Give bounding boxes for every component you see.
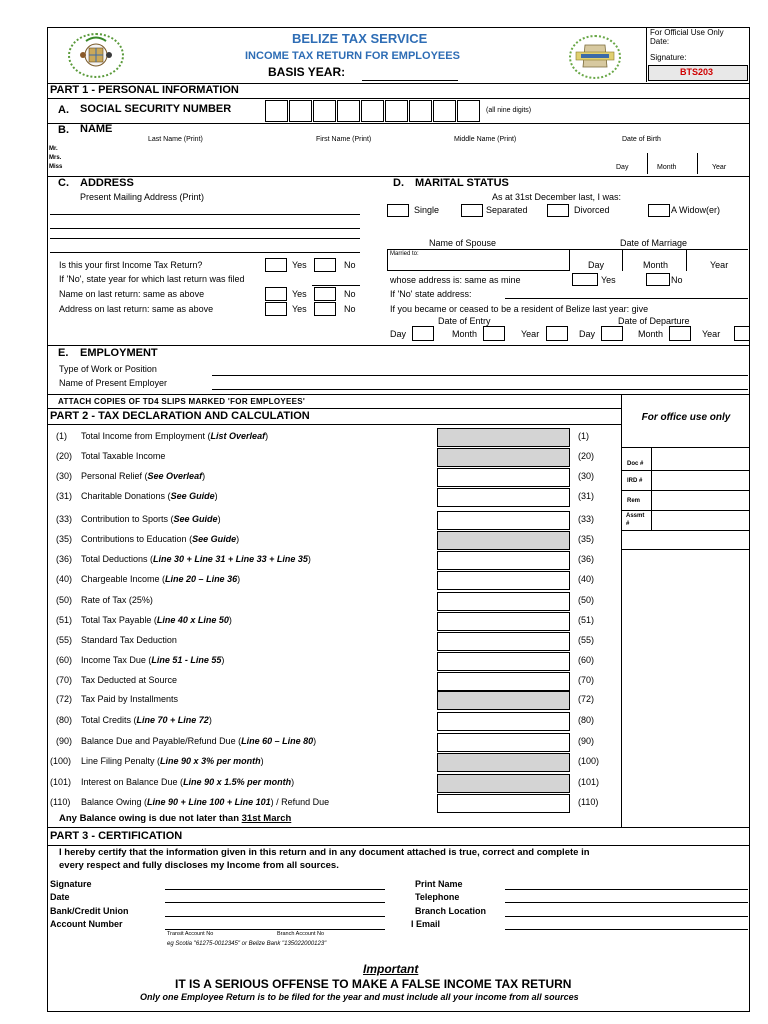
same-address-yes-box[interactable] [265,302,287,316]
e-letter: E. [58,347,69,359]
calc-line-suffix: ) [237,574,241,584]
calc-line-number: (80) [56,715,73,725]
ssn-digit-8[interactable] [433,100,456,122]
date-label: Date [50,892,70,902]
work-type-label: Type of Work or Position [59,364,157,374]
middle-name-col: Middle Name (Print) [454,136,517,143]
calc-line-reference: List Overleaf [210,431,266,441]
divider [47,394,750,395]
calc-line-number: (50) [56,595,73,605]
calc-line-number: (100) [50,756,72,766]
basis-year-input[interactable] [362,80,458,81]
calc-line-number: (31) [56,491,73,501]
marriage-day: Day [588,260,605,270]
calc-line-number: (30) [56,471,73,481]
dob-year: Year [712,164,727,171]
calc-line-number: (90) [56,736,73,746]
ssn-digit-2[interactable] [289,100,312,122]
calc-line-description [81,756,264,766]
spouse-address-yes: Yes [601,275,616,285]
ssn-digit-6[interactable] [385,100,408,122]
office-ird-label: IRD # [627,478,643,484]
calc-line-description [81,615,232,625]
spouse-address-question: whose address is: same as mine [390,275,521,285]
calc-line-text: Income Tax Due ( [81,655,152,665]
entry-month: Month [452,329,478,339]
due-note-date: 31st March [241,813,292,824]
marriage-date-label: Date of Marriage [620,238,688,248]
title-miss[interactable]: Miss [49,164,63,170]
entry-date-label: Date of Entry [438,316,491,326]
belize-coat-of-arms-icon [68,33,124,78]
dob-day: Day [616,164,629,171]
calc-line-ref-number: (50) [578,595,595,605]
calc-line-text: Total Income from Employment ( [81,431,211,441]
calc-line-suffix: ) [236,534,240,544]
divorced-label: Divorced [574,205,610,215]
calc-line-reference: Line 40 x Line 50 [156,615,229,625]
calc-line-ref-number: (110) [578,797,599,807]
due-note [59,813,291,824]
same-address-yes: Yes [292,304,307,314]
marriage-year: Year [710,260,729,270]
calc-line-text: Line Filing Penalty ( [81,756,161,766]
email-label-text: Email [416,919,441,929]
residency-question: If you became or ceased to be a resident of Belize last year: give [390,304,649,314]
calc-line-text: Tax Paid by Installments [81,694,179,704]
calc-line-description [81,514,221,524]
basis-year-label: BASIS YEAR: [268,65,346,79]
calc-line-text: Interest on Balance Due ( [81,777,184,787]
branch-account-input[interactable] [275,929,385,930]
calc-line-amount-input[interactable] [437,733,570,752]
calc-line-suffix: ) [291,777,295,787]
calc-line-ref-number: (40) [578,574,595,584]
official-date-label: Date: [650,37,670,46]
first-name-col: First Name (Print) [316,136,372,143]
spouse-address-input[interactable] [505,298,748,299]
calc-line-reference: See Guide [170,491,215,501]
part1-title: PART 1 - PERSONAL INFORMATION [50,84,239,96]
a-letter: A. [58,104,69,116]
calc-line-ref-number: (1) [578,431,589,441]
ssn-digit-3[interactable] [313,100,336,122]
official-signature-label: Signature: [650,53,687,62]
departure-day-box[interactable] [601,326,623,341]
calc-line-number: (33) [56,514,73,524]
calc-line-reference: See Overleaf [147,471,203,481]
employer-input[interactable] [212,389,748,390]
due-note-text: Any Balance owing is due not later than [59,813,242,824]
tax-service-logo-graphic [571,37,619,77]
calc-line-amount-input[interactable] [437,672,570,691]
separated-box[interactable] [461,204,483,217]
marital-as-at: As at 31st December last, I was: [492,192,622,202]
office-use-label: For office use only [641,412,731,423]
calc-line-ref-number: (100) [578,756,600,766]
ssn-note: (all nine digits) [486,107,532,114]
calc-line-description [81,451,165,461]
email-label: I Email [411,919,441,929]
divider [622,249,623,271]
same-name-no: No [344,289,356,299]
calc-line-ref-number: (60) [578,655,595,665]
attach-td4-note: ATTACH COPIES OF TD4 SLIPS MARKED 'FOR EMPLOYEES' [58,397,306,406]
calc-line-number: (70) [56,675,73,685]
calc-line-ref-number: (35) [578,534,595,544]
first-return-no-box[interactable] [314,258,336,272]
divider [47,408,622,409]
print-name-label: Print Name [415,879,463,889]
calc-line-ref-number: (55) [578,635,595,645]
calc-line-ref-number: (33) [578,514,595,524]
calc-line-amount-input[interactable] [437,652,570,671]
single-label: Single [414,205,440,215]
calc-line-suffix: ) / Refund Due [270,797,330,807]
divider [647,153,648,174]
same-name-question: Name on last return: same as above [59,289,205,299]
last-return-year-input[interactable] [312,285,360,286]
divorced-box[interactable] [547,204,569,217]
mailing-address-label: Present Mailing Address (Print) [80,192,205,202]
calc-line-ref-number: (51) [578,615,595,625]
departure-day: Day [579,329,596,339]
calc-line-description [81,554,311,564]
divider [697,153,698,174]
divider [47,98,750,99]
departure-date-label: Date of Departure [618,316,690,326]
calc-line-text: Standard Tax Deduction [81,635,177,645]
account-number-label: Account Number [50,919,123,929]
first-return-yes: Yes [292,260,307,270]
form-title: INCOME TAX RETURN FOR EMPLOYEES [245,50,460,62]
entry-year-box[interactable] [546,326,568,341]
same-name-no-box[interactable] [314,287,336,301]
calc-line-amount-input[interactable] [437,511,570,530]
calc-line-reference: Line 90 + Line 100 + Line 101 [147,797,271,807]
calc-line-amount-input[interactable] [437,794,570,813]
calc-line-description [81,655,224,665]
address-line-2[interactable] [50,228,360,229]
form-code: BTS203 [680,67,714,77]
calc-line-text: Balance Due and Payable/Refund Due ( [81,736,242,746]
calc-line-reference: Line 30 + Line 31 + Line 33 + Line 35 [153,554,308,564]
entry-month-box[interactable] [483,326,505,341]
branch-location-input[interactable] [505,916,748,917]
calc-line-description [81,534,239,544]
calc-line-description [81,595,153,605]
calc-line-text: Total Taxable Income [81,451,166,461]
spouse-name-label: Name of Spouse [429,238,497,248]
divider [621,530,750,531]
address-line-3[interactable] [50,238,360,239]
calc-line-number: (101) [50,777,72,787]
tax-service-logo-icon [569,35,621,79]
divider [621,395,622,827]
address-line-4[interactable] [50,252,360,253]
address-line-1[interactable] [50,214,360,215]
bank-label: Bank/Credit Union [50,906,129,916]
ssn-digit-9[interactable] [457,100,480,122]
calc-line-description [81,471,205,481]
departure-month: Month [638,329,664,339]
calc-line-description [81,736,316,746]
title-mr[interactable]: Mr. [49,146,58,152]
divider [621,549,750,550]
certify-line-2: every respect and fully discloses my Income from all sources. [59,860,339,871]
entry-year: Year [521,329,540,339]
telephone-input[interactable] [505,902,748,903]
calc-line-number: (51) [56,615,73,625]
marriage-month: Month [643,260,669,270]
calc-line-reference: Line 60 – Line 80 [241,736,314,746]
same-address-question: Address on last return: same as above [59,304,214,314]
calc-line-amount-input[interactable] [437,448,570,467]
ssn-digit-5[interactable] [361,100,384,122]
branch-location-label: Branch Location [415,906,487,916]
b-letter: B. [58,124,69,136]
entry-day: Day [390,329,407,339]
divider [686,249,687,271]
calc-line-number: (1) [56,431,67,441]
calc-line-text: Tax Deducted at Source [81,675,178,685]
calc-line-text: Total Credits ( [81,715,137,725]
divider [47,345,750,346]
widow-box[interactable] [648,204,670,217]
calc-line-reference: Line 51 - Line 55 [151,655,222,665]
divider [47,123,750,124]
calc-line-amount-input[interactable] [437,592,570,611]
calc-line-number: (36) [56,554,73,564]
calc-line-suffix: ) [221,655,225,665]
calc-line-reference: Line 70 + Line 72 [136,715,209,725]
same-address-no-box[interactable] [314,302,336,316]
print-name-input[interactable] [505,889,748,890]
calc-line-suffix: ) [307,554,311,564]
same-address-no: No [344,304,356,314]
calc-line-description [81,431,268,441]
first-return-no: No [344,260,356,270]
calc-line-number: (55) [56,635,73,645]
calc-line-suffix: ) [202,471,206,481]
calc-line-text: Charitable Donations ( [81,491,171,501]
email-input[interactable] [505,929,748,930]
calc-line-suffix: ) [208,715,212,725]
calc-line-ref-number: (36) [578,554,595,564]
calc-line-description [81,694,178,704]
spouse-address-no: No [671,275,683,285]
calc-line-reference: Line 90 x 1.5% per month [183,777,292,787]
divider [47,845,750,846]
calc-line-suffix: ) [217,514,221,524]
title-mrs[interactable]: Mrs. [49,155,62,161]
d-letter: D. [393,177,404,189]
calc-line-text: Chargeable Income ( [81,574,166,584]
calc-line-amount-input[interactable] [437,774,570,793]
calc-line-amount-input[interactable] [437,632,570,651]
calc-line-description [81,675,177,685]
signature-input[interactable] [165,889,385,890]
separated-label: Separated [486,205,528,215]
calc-line-suffix: ) [265,431,269,441]
calc-line-description [81,797,329,807]
calc-line-ref-number: (31) [578,491,595,501]
calc-line-description [81,635,177,645]
official-use-label: For Official Use Only [650,28,724,37]
calc-line-amount-input[interactable] [437,753,570,772]
calc-line-reference: See Guide [192,534,237,544]
ssn-digit-4[interactable] [337,100,360,122]
calc-line-text: Rate of Tax (25%) [81,595,153,605]
work-type-input[interactable] [212,375,748,376]
calc-line-text: Personal Relief ( [81,471,148,481]
calc-line-ref-number: (101) [578,777,600,787]
bank-input[interactable] [165,916,385,917]
calc-line-text: Balance Owing ( [81,797,148,807]
calc-line-ref-number: (90) [578,736,595,746]
divider [47,424,622,425]
calc-line-number: (110) [50,797,71,807]
divider [621,470,750,471]
calc-line-suffix: ) [260,756,264,766]
calc-line-amount-input[interactable] [437,551,570,570]
departure-month-box[interactable] [669,326,691,341]
calc-line-number: (20) [56,451,73,461]
calc-line-number: (60) [56,655,73,665]
calc-line-number: (35) [56,534,73,544]
divider [621,510,750,511]
dob-col: Date of Birth [622,136,661,143]
account-example: eg Scotia "61275-0012345" or Belize Bank "135022000123" [167,941,327,947]
marital-status-label: MARITAL STATUS [415,177,509,189]
last-name-col: Last Name (Print) [148,136,203,143]
calc-line-suffix: ) [313,736,317,746]
last-return-year-question: If 'No', state year for which last return was filed [59,274,245,284]
calc-line-amount-input[interactable] [437,488,570,507]
calc-line-ref-number: (80) [578,715,595,725]
calc-line-suffix: ) [228,615,232,625]
divider [47,827,750,828]
part3-title: PART 3 - CERTIFICATION [50,830,183,842]
official-use-divider [646,28,647,82]
entry-day-box[interactable] [412,326,434,341]
calc-line-description [81,574,240,584]
calc-line-description [81,777,294,787]
office-rem-label: Rem [627,498,641,504]
agency-name: BELIZE TAX SERVICE [292,31,428,46]
first-return-question: Is this your first Income Tax Return? [59,260,203,270]
spouse-address-no-box[interactable] [646,273,670,286]
certify-line-1: I hereby certify that the information given in this return and in any document attached is true, correct and complete in [59,847,590,858]
divider [651,447,652,530]
calc-line-number: (72) [56,694,73,704]
divider [621,447,750,448]
branch-account-label: Branch Account No [277,931,325,937]
telephone-label: Telephone [415,892,460,902]
ssn-label: SOCIAL SECURITY NUMBER [80,103,232,115]
c-letter: C. [58,177,69,189]
calc-line-reference: Line 90 x 3% per month [160,756,261,766]
coat-of-arms-graphic [70,35,122,76]
calc-line-amount-input[interactable] [437,571,570,590]
calc-line-description [81,715,212,725]
signature-label: Signature [50,879,92,889]
married-to-label: Married to: [390,251,419,257]
calc-line-description [81,491,218,501]
calc-line-ref-number: (20) [578,451,595,461]
ssn-digit-7[interactable] [409,100,432,122]
office-doc-label: Doc # [627,461,644,467]
transit-account-input[interactable] [165,929,275,930]
calc-line-amount-input[interactable] [437,612,570,631]
calc-line-amount-input[interactable] [437,428,570,447]
calc-line-text: Total Deductions ( [81,554,154,564]
calc-line-ref-number: (30) [578,471,595,481]
calc-line-reference: See Guide [173,514,218,524]
important-heading: Important [363,962,419,976]
address-label: ADDRESS [80,177,134,189]
transit-account-label: Transit Account No [167,931,214,937]
calc-line-reference: Line 20 – Line 36 [165,574,238,584]
spouse-state-address: If 'No' state address: [390,289,472,299]
departure-year: Year [702,329,721,339]
same-name-yes: Yes [292,289,307,299]
divider [570,249,748,250]
calc-line-text: Contributions to Education ( [81,534,193,544]
departure-year-box[interactable] [734,326,750,341]
same-name-yes-box[interactable] [265,287,287,301]
calc-line-amount-input[interactable] [437,691,570,710]
calc-line-amount-input[interactable] [437,468,570,487]
calc-line-ref-number: (70) [578,675,595,685]
calc-line-amount-input[interactable] [437,531,570,550]
calc-line-number: (40) [56,574,73,584]
first-return-yes-box[interactable] [265,258,287,272]
employer-label: Name of Present Employer [59,378,168,388]
dob-month: Month [657,164,677,171]
part2-title: PART 2 - TAX DECLARATION AND CALCULATION [50,410,310,422]
spouse-address-yes-box[interactable] [572,273,598,286]
single-return-note: Only one Employee Return is to be filed for the year and must include all your income from all sources [140,992,579,1002]
name-label: NAME [80,123,113,135]
date-input[interactable] [165,902,385,903]
calc-line-suffix: ) [214,491,218,501]
calc-line-ref-number: (72) [578,694,595,704]
divider [621,490,750,491]
calc-line-text: Total Tax Payable ( [81,615,157,625]
ssn-digit-1[interactable] [265,100,288,122]
office-assmt-label: Assmt # [626,513,645,527]
false-return-warning: IT IS A SERIOUS OFFENSE TO MAKE A FALSE INCOME TAX RETURN [175,977,572,991]
widow-label: A Widow(er) [671,205,721,215]
single-box[interactable] [387,204,409,217]
employment-label: EMPLOYMENT [80,347,158,359]
calc-line-text: Contribution to Sports ( [81,514,174,524]
calc-line-amount-input[interactable] [437,712,570,731]
